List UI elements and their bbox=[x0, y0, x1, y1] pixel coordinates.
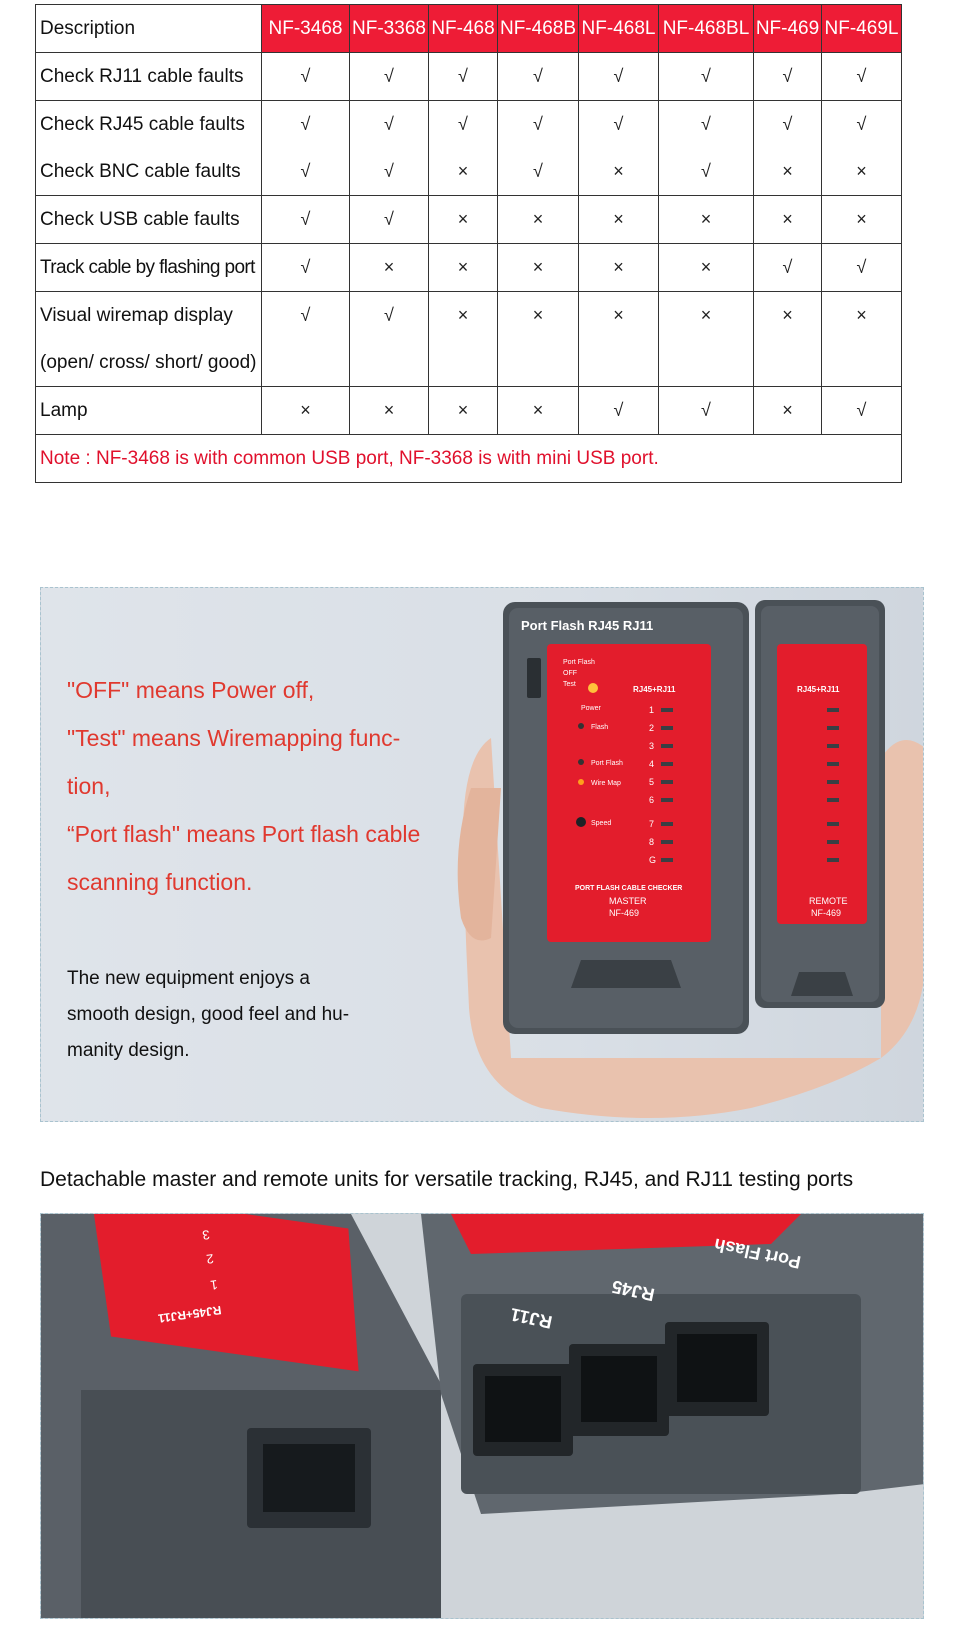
remote-model-label: NF-469 bbox=[811, 908, 842, 918]
row-mark: √ bbox=[350, 196, 429, 244]
row-mark: × bbox=[659, 196, 754, 244]
pin-label: 6 bbox=[649, 795, 655, 805]
switch-label: OFF bbox=[563, 670, 577, 677]
row-mark: √ bbox=[498, 101, 579, 149]
remote-pin-label: 1 bbox=[209, 1277, 219, 1293]
power-label: Power bbox=[581, 705, 601, 712]
row-mark: √ bbox=[350, 292, 429, 340]
row-mark: √ bbox=[659, 101, 754, 149]
header-model: NF-3368 bbox=[350, 5, 429, 53]
product-panel-handheld bbox=[40, 587, 924, 1122]
row-mark: √ bbox=[754, 244, 822, 292]
master-connector-icon bbox=[571, 960, 681, 988]
row-label: Check RJ11 cable faults bbox=[36, 53, 262, 101]
header-model: NF-3468 bbox=[262, 5, 350, 53]
row-label: Lamp bbox=[36, 387, 262, 435]
row-mark: √ bbox=[262, 244, 350, 292]
row-mark: × bbox=[822, 196, 902, 244]
master-label: MASTER bbox=[609, 896, 647, 906]
header-description: Description bbox=[36, 5, 262, 53]
header-model: NF-468BL bbox=[659, 5, 754, 53]
ports-caption: Detachable master and remote units for versatile tracking, RJ45, and RJ11 testing ports bbox=[40, 1168, 854, 1191]
row-mark: × bbox=[429, 292, 498, 340]
wire-map-label: Wire Map bbox=[591, 780, 621, 787]
description-line: manity design. bbox=[67, 1040, 190, 1061]
row-mark: × bbox=[498, 196, 579, 244]
table-row bbox=[36, 339, 902, 387]
table-note: Note : NF-3468 is with common USB port, NF-3368 is with mini USB port. bbox=[36, 435, 902, 483]
row-mark: √ bbox=[429, 101, 498, 149]
row-mark: × bbox=[754, 292, 822, 340]
master-port-labels: Port Flash RJ45 RJ11 bbox=[521, 618, 654, 633]
row-mark: √ bbox=[754, 101, 822, 149]
pin-label: 1 bbox=[649, 705, 655, 715]
rj11-port-label: RJ11 bbox=[508, 1304, 554, 1333]
checker-label: PORT FLASH CABLE CHECKER bbox=[575, 885, 683, 892]
master-closeup bbox=[421, 1214, 924, 1514]
row-mark: √ bbox=[498, 148, 579, 196]
speed-button-icon bbox=[576, 817, 586, 827]
row-mark: √ bbox=[754, 53, 822, 101]
flash-label: Flash bbox=[591, 724, 609, 731]
explanation-line: tion, bbox=[67, 773, 111, 799]
remote-pin-label: 3 bbox=[201, 1227, 211, 1243]
table-row bbox=[36, 101, 902, 149]
row-mark: √ bbox=[822, 244, 902, 292]
comparison-table bbox=[35, 4, 902, 483]
row-label: Check USB cable faults bbox=[36, 196, 262, 244]
remote-connector-icon bbox=[791, 972, 853, 996]
master-model-label: NF-469 bbox=[609, 908, 640, 918]
function-explanation bbox=[67, 666, 467, 906]
row-mark: √ bbox=[350, 148, 429, 196]
pin-label: 5 bbox=[649, 777, 655, 787]
row-mark: × bbox=[498, 292, 579, 340]
pin-label: 7 bbox=[649, 819, 655, 829]
remote-closeup bbox=[41, 1214, 441, 1619]
row-label: Track cable by flashing port bbox=[36, 244, 262, 292]
row-mark: √ bbox=[262, 101, 350, 149]
row-mark: × bbox=[822, 148, 902, 196]
description-line: smooth design, good feel and hu- bbox=[67, 1004, 350, 1025]
row-mark: √ bbox=[579, 53, 659, 101]
remote-pin-label: 2 bbox=[205, 1251, 215, 1267]
ports-closeup-illustration bbox=[41, 1214, 924, 1619]
remote-label: REMOTE bbox=[809, 896, 848, 906]
row-mark: × bbox=[498, 387, 579, 435]
row-mark: √ bbox=[262, 292, 350, 340]
row-mark: × bbox=[822, 292, 902, 340]
explanation-line: "OFF" means Power off, bbox=[67, 677, 315, 703]
row-mark: × bbox=[579, 148, 659, 196]
switch-label: Test bbox=[563, 681, 576, 688]
row-mark: √ bbox=[262, 53, 350, 101]
row-mark: √ bbox=[262, 196, 350, 244]
row-mark: × bbox=[754, 148, 822, 196]
row-mark: √ bbox=[659, 148, 754, 196]
row-mark: × bbox=[350, 387, 429, 435]
table-row bbox=[36, 244, 902, 292]
power-led-icon bbox=[588, 683, 598, 693]
row-mark: × bbox=[754, 387, 822, 435]
remote-rj-label: RJ45+RJ11 bbox=[797, 685, 840, 694]
header-model: NF-468B bbox=[498, 5, 579, 53]
row-mark: √ bbox=[498, 53, 579, 101]
row-mark: × bbox=[754, 196, 822, 244]
row-mark: √ bbox=[822, 387, 902, 435]
row-mark: × bbox=[659, 244, 754, 292]
rj45-port-label: RJ45 bbox=[610, 1276, 657, 1305]
row-label-continued: (open/ cross/ short/ good) bbox=[36, 339, 262, 387]
pin-label: 3 bbox=[649, 741, 655, 751]
row-mark: √ bbox=[579, 101, 659, 149]
flash-led-icon bbox=[578, 723, 584, 729]
table-row bbox=[36, 148, 902, 196]
description-line: The new equipment enjoys a bbox=[67, 968, 310, 989]
row-mark: √ bbox=[659, 53, 754, 101]
row-label: Check RJ45 cable faults bbox=[36, 101, 262, 149]
row-mark: × bbox=[429, 387, 498, 435]
rj-label: RJ45+RJ11 bbox=[633, 685, 676, 694]
master-unit bbox=[503, 602, 749, 1034]
header-model: NF-468L bbox=[579, 5, 659, 53]
row-label: Visual wiremap display bbox=[36, 292, 262, 340]
pin-label: 8 bbox=[649, 837, 655, 847]
row-mark: √ bbox=[822, 53, 902, 101]
remote-unit bbox=[755, 600, 885, 1008]
design-description bbox=[67, 961, 397, 1069]
row-mark: × bbox=[659, 292, 754, 340]
row-mark: × bbox=[429, 148, 498, 196]
table-row bbox=[36, 292, 902, 340]
row-mark: × bbox=[579, 196, 659, 244]
explanation-line: "Test" means Wiremapping func- bbox=[67, 725, 401, 751]
row-mark: √ bbox=[429, 53, 498, 101]
product-panel-ports bbox=[40, 1213, 924, 1619]
pin-label: G bbox=[649, 855, 657, 865]
port-flash-label: Port Flash bbox=[712, 1234, 803, 1273]
row-mark: × bbox=[498, 244, 579, 292]
explanation-line: “Port flash" means Port flash cable bbox=[67, 821, 421, 847]
row-mark: × bbox=[429, 244, 498, 292]
row-mark: √ bbox=[579, 387, 659, 435]
port-flash-led-icon bbox=[578, 759, 584, 765]
row-mark: √ bbox=[822, 101, 902, 149]
pin-label: 4 bbox=[649, 759, 655, 769]
row-label: Check BNC cable faults bbox=[36, 148, 262, 196]
row-mark: √ bbox=[350, 101, 429, 149]
row-mark: × bbox=[429, 196, 498, 244]
row-mark: × bbox=[262, 387, 350, 435]
cable-tester-illustration bbox=[451, 588, 924, 1122]
row-mark: √ bbox=[262, 148, 350, 196]
row-mark: × bbox=[579, 292, 659, 340]
row-mark: × bbox=[350, 244, 429, 292]
header-model: NF-469 bbox=[754, 5, 822, 53]
row-mark: √ bbox=[350, 53, 429, 101]
wire-map-led-icon bbox=[578, 779, 584, 785]
table-header-row bbox=[36, 5, 902, 53]
speed-label: Speed bbox=[591, 820, 612, 827]
table-row bbox=[36, 53, 902, 101]
pin-label: 2 bbox=[649, 723, 655, 733]
remote-rj-label: RJ45+RJ11 bbox=[157, 1302, 223, 1326]
note-row bbox=[36, 435, 902, 483]
table-row bbox=[36, 387, 902, 435]
row-mark: √ bbox=[659, 387, 754, 435]
header-model: NF-469L bbox=[822, 5, 902, 53]
switch-label: Port Flash bbox=[563, 659, 595, 666]
table-row bbox=[36, 196, 902, 244]
header-model: NF-468 bbox=[429, 5, 498, 53]
explanation-line: scanning function. bbox=[67, 869, 253, 895]
row-mark: × bbox=[579, 244, 659, 292]
port-flash-label: Port Flash bbox=[591, 760, 623, 767]
